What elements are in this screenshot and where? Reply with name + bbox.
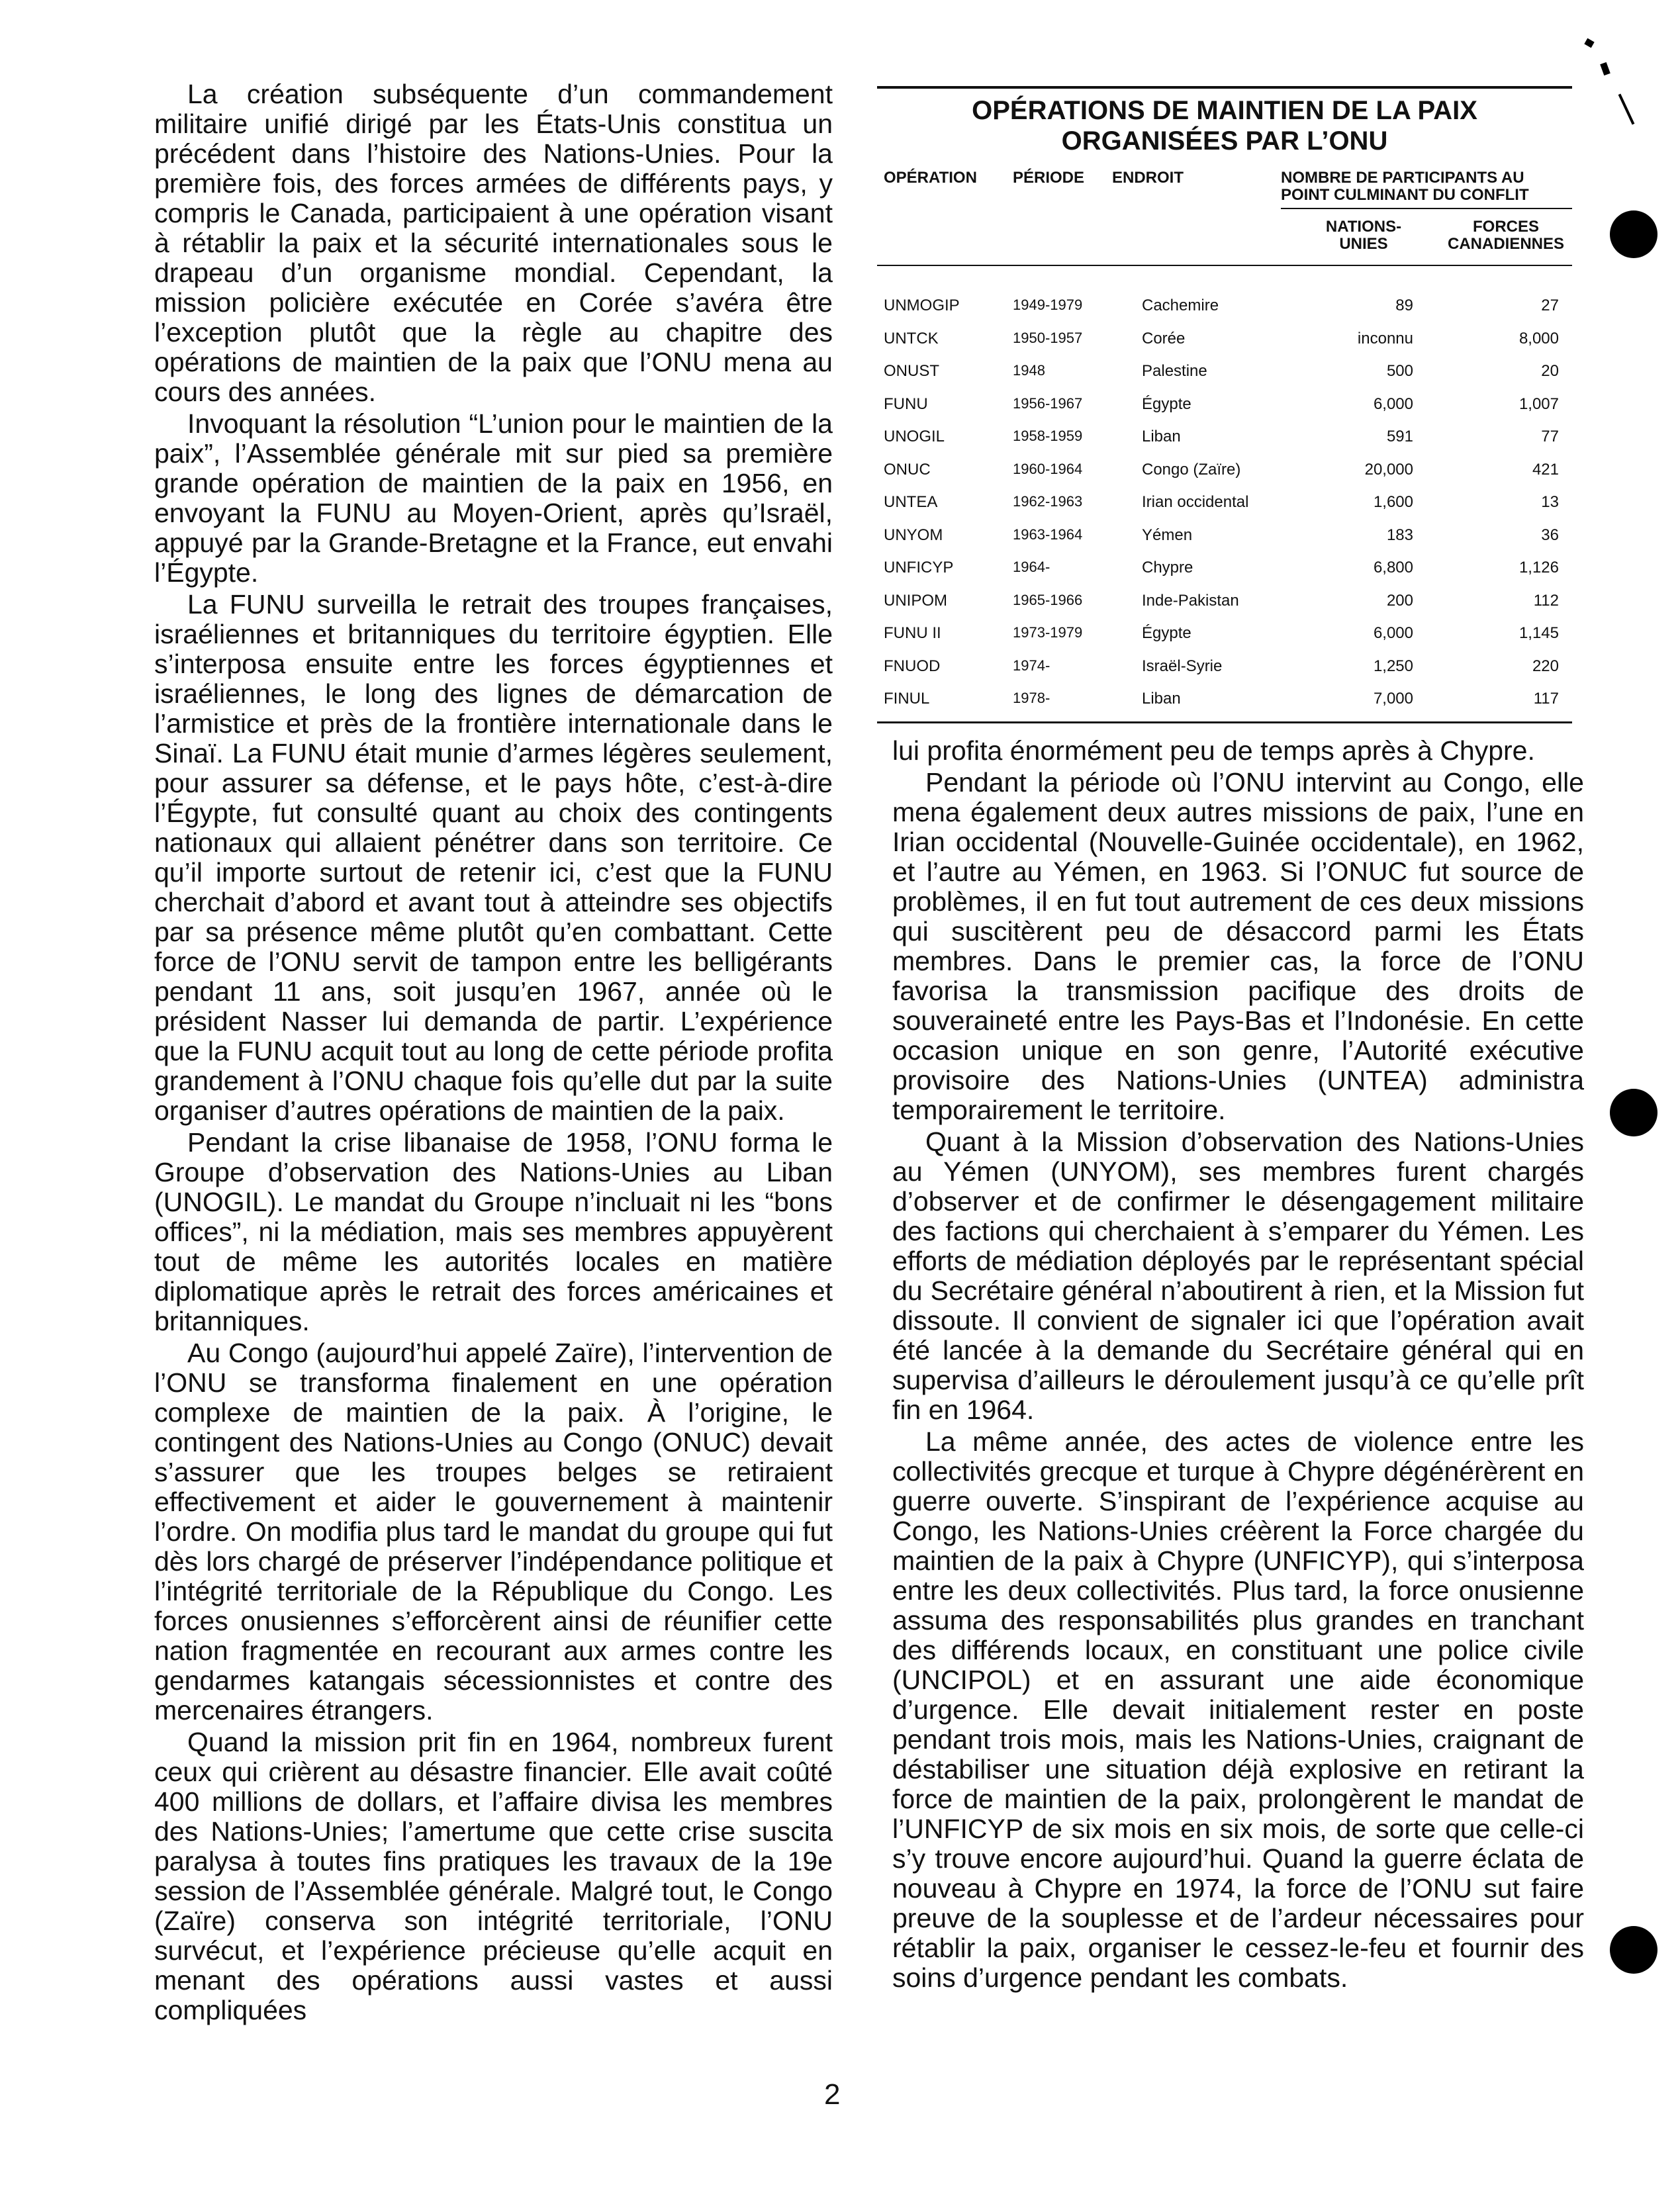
punch-hole [1610, 1926, 1657, 1974]
cell-endroit: Yémen [1142, 526, 1193, 544]
paragraph: La création subséquente d’un commandement militaire unifié dirigé par les États-Unis constitua un précédent dans l’histoire des Nations-Unies. Pour la première fois, des forces armées de différents pays, y compris le Canada, participaient à une opération visant à rétablir la paix et la sécurité internationales sous le drapeau d’un organisme mondial. Cependant, la mission policière exécutée en Corée s’avéra être l’exception plutôt que la règle au chapitre des opérations de maintien de la paix que l’ONU mena au cours des années. [154, 79, 833, 407]
paragraph: Invoquant la résolution “L’union pour le maintien de la paix”, l’Assemblée générale mit sur pied sa première grande opération de maintien de la paix en 1956, en envoyant la FUNU au Moyen-Orient, après qu’Israël, appuyé par la Grande-Bretagne et la France, eut envahi l’Égypte. [154, 408, 833, 588]
cell-nations-unies: 183 [1386, 526, 1413, 544]
table-row [877, 357, 1572, 390]
cell-operation: FINUL [884, 690, 930, 708]
table-title [877, 95, 1572, 156]
cell-forces-canadiennes: 36 [1541, 526, 1559, 544]
right-column [892, 736, 1584, 1995]
cell-endroit: Liban [1142, 690, 1181, 708]
cell-operation: UNYOM [884, 526, 943, 544]
cell-periode: 1964- [1013, 559, 1050, 575]
header-un-1: NATIONS- [1325, 218, 1402, 236]
cell-forces-canadiennes: 1,007 [1518, 394, 1559, 413]
paragraph: Au Congo (aujourd’hui appelé Zaïre), l’intervention de l’ONU se transforma finalement en une opération complexe de maintien de la paix. À l’origine, le contingent des Nations-Unies au Congo (ONUC) devait s’assurer que les troupes belges se retiraient effectivement et aider le gouvernement à maintenir l’ordre. On modifia plus tard le mandat du groupe qui fut dès lors chargé de préserver l’indépendance politique et l’intégrité territoriale de la République du Congo. Les forces onusiennes s’efforcèrent ainsi de réunifier cette nation fragmentée en recourant aux armes contre les gendarmes katangais sécessionnistes et contre des mercenaires étrangers. [154, 1338, 833, 1725]
table-top-rule [877, 86, 1572, 89]
cell-periode: 1956-1967 [1013, 394, 1083, 412]
cell-periode: 1948 [1013, 362, 1045, 379]
page-number: 2 [824, 2078, 841, 2111]
cell-endroit: Palestine [1142, 362, 1207, 380]
paragraph: La même année, des actes de violence entre les collectivités grecque et turque à Chypre dégénérèrent en guerre ouverte. S’inspirant de l’expérience acquise au Congo, les Nations-Unies créèrent la Force chargée du maintien de la paix à Chypre (UNFICYP), qui s’interposa entre les deux collectivités. Plus tard, la force onusienne assuma des responsabilités plus grandes en tranchant des différends locaux, en constituant une police civile (UNCIPOL) et en assurant une aide économique d’urgence. Elle devait initialement rester en poste pendant trois mois, mais les Nations-Unies, craignant de déstabiliser une situation déjà explosive en retirant la force de maintien de la paix, prolongèrent le mandat de l’UNFICYP de six mois en six mois, de sorte que celle-ci s’y trouve encore aujourd’hui. Quand la guerre éclata de nouveau à Chypre en 1974, la force de l’ONU sut faire preuve de la souplesse et de l’ardeur nécessaires pour rétablir la paix, organiser le cessez-le-feu et fournir des soins d’urgence pendant les combats. [892, 1426, 1584, 1993]
cell-forces-canadiennes: 77 [1541, 428, 1559, 445]
cell-nations-unies: 591 [1386, 428, 1413, 445]
cell-periode: 1978- [1013, 690, 1050, 706]
scan-speck [1600, 62, 1610, 75]
cell-forces-canadiennes: 8,000 [1518, 329, 1559, 347]
header-un-2: UNIES [1339, 235, 1388, 253]
cell-endroit: Égypte [1142, 394, 1191, 413]
cell-endroit: Liban [1142, 428, 1181, 445]
table-title-line-2: ORGANISÉES PAR L’ONU [1061, 126, 1388, 156]
paragraph: Quant à la Mission d’observation des Nations-Unies au Yémen (UNYOM), ses membres furent chargés d’observer et de confirmer le désengagement militaire des factions qui cherchaient à s’emparer du Yémen. Les efforts de médiation déployés par le représentant spécial du Secrétaire général n’aboutirent à rien, et la Mission fut dissoute. Il convient de signaler ici que l’opération avait été lancée à la demande du Secrétaire général qui en supervisa d’ailleurs le déroulement jusqu’à ce qu’elle prît fin en 1964. [892, 1126, 1584, 1425]
punch-hole [1610, 1089, 1657, 1136]
cell-endroit: Chypre [1142, 559, 1193, 576]
cell-nations-unies: 6,000 [1373, 624, 1413, 642]
table-row [877, 619, 1572, 652]
peacekeeping-table [877, 86, 1572, 723]
cell-nations-unies: 500 [1386, 362, 1413, 380]
paragraph: La FUNU surveilla le retrait des troupes françaises, israéliennes et britanniques du territoire égyptien. Elle s’interposa ensuite entre les forces égyptiennes et israéliennes, le long des lignes de démarcation de l’armistice et près de la frontière internationale dans le Sinaï. La FUNU était munie d’armes légères seulement, pour assurer sa défense, et le pays hôte, c’est-à-dire l’Égypte, fut consulté quant au choix des contingents nationaux qui allaient pénétrer dans son territoire. Ce qu’il importe surtout de retenir ici, c’est que la FUNU cherchait d’abord et avant tout à atteindre ses objectifs par sa présence même plutôt qu’en combattant. Cette force de l’ONU servit de tampon entre les belligérants pendant 11 ans, soit jusqu’en 1967, année où le président Nasser lui demanda de partir. L’expérience que la FUNU acquit tout au long de cette période profita grandement à l’ONU chaque fois qu’elle dut par la suite organiser d’autres opérations de maintien de la paix. [154, 589, 833, 1126]
table-header [877, 165, 1572, 278]
header-ca-2: CANADIENNES [1447, 235, 1564, 253]
table-row [877, 521, 1572, 554]
cell-endroit: Irian occidental [1142, 493, 1249, 511]
header-periode: PÉRIODE [1013, 169, 1085, 187]
left-column [154, 79, 833, 2027]
cell-operation: FUNU II [884, 624, 941, 642]
cell-periode: 1963-1964 [1013, 526, 1083, 543]
cell-forces-canadiennes: 1,126 [1518, 559, 1559, 576]
cell-endroit: Égypte [1142, 624, 1191, 642]
cell-periode: 1973-1979 [1013, 624, 1083, 641]
table-row [877, 684, 1572, 717]
table-body [877, 291, 1572, 717]
header-operation: OPÉRATION [884, 169, 977, 187]
table-row [877, 422, 1572, 455]
cell-operation: UNTCK [884, 329, 939, 347]
cell-endroit: Cachemire [1142, 297, 1219, 314]
cell-operation: FUNU [884, 394, 928, 413]
paragraph: Quand la mission prit fin en 1964, nombreux furent ceux qui crièrent au désastre financier. Elle avait coûté 400 millions de dollars, et l’affaire divisa les membres des Nations-Unies; l’amertume que cette crise suscita paralysa à toutes fins pratiques les travaux de la 19e session de l’Assemblée générale. Malgré tout, le Congo (Zaïre) conserva son intégrité territoriale, l’ONU survécut, et l’expérience précieuse qu’elle acquit en menant des opérations aussi vastes et aussi compliquées [154, 1727, 833, 2025]
cell-nations-unies: 1,600 [1373, 493, 1413, 511]
scan-speck [1584, 38, 1594, 48]
cell-operation: UNFICYP [884, 559, 954, 576]
cell-nations-unies: inconnu [1357, 329, 1413, 347]
cell-forces-canadiennes: 1,145 [1518, 624, 1559, 642]
paragraph: lui profita énormément peu de temps après à Chypre. [892, 735, 1535, 766]
table-row [877, 291, 1572, 324]
cell-periode: 1962-1963 [1013, 493, 1083, 510]
header-endroit: ENDROIT [1112, 169, 1184, 187]
cell-periode: 1965-1966 [1013, 591, 1083, 608]
paragraph: Pendant la période où l’ONU intervint au Congo, elle mena également deux autres missions de paix, l’une en Irian occidental (Nouvelle-Guinée occidentale), en 1962, et l’autre au Yémen, en 1963. Si l’ONUC fut source de problèmes, il en fut tout autrement de ces deux missions qui suscitèrent peu de désaccord parmi les États membres. Dans le premier cas, la force de l’ONU favorisa la transmission pacifique des droits de souveraineté entre les Pays-Bas et l’Indonésie. En cette occasion unique en son genre, l’Autorité exécutive provisoire des Nations-Unies (UNTEA) administra temporairement le territoire. [892, 767, 1584, 1125]
cell-operation: ONUST [884, 362, 939, 380]
paragraph: Pendant la crise libanaise de 1958, l’ONU forma le Groupe d’observation des Nations-Unies au Liban (UNOGIL). Le mandat du Groupe n’incluait ni les “bons offices”, ni la médiation, mais ses membres appuyèrent tout de même les autorités locales en matière diplomatique après le retrait des forces américaines et britanniques. [154, 1127, 833, 1336]
cell-nations-unies: 6,000 [1373, 394, 1413, 413]
cell-periode: 1949-1979 [1013, 297, 1083, 313]
header-participants-2: POINT CULMINANT DU CONFLIT [1281, 186, 1529, 204]
header-bottom-rule [877, 265, 1572, 266]
cell-nations-unies: 7,000 [1373, 690, 1413, 708]
cell-endroit: Congo (Zaïre) [1142, 460, 1241, 479]
cell-endroit: Inde-Pakistan [1142, 591, 1239, 610]
header-ca-1: FORCES [1472, 218, 1539, 236]
table-row [877, 455, 1572, 488]
cell-periode: 1958-1959 [1013, 428, 1083, 444]
cell-operation: FNUOD [884, 657, 941, 675]
table-row [877, 553, 1572, 586]
cell-forces-canadiennes: 220 [1532, 657, 1559, 675]
cell-nations-unies: 200 [1386, 591, 1413, 610]
cell-forces-canadiennes: 112 [1533, 591, 1559, 610]
cell-operation: UNTEA [884, 493, 938, 511]
cell-nations-unies: 89 [1395, 297, 1413, 314]
cell-forces-canadiennes: 117 [1533, 690, 1559, 708]
cell-endroit: Israël-Syrie [1142, 657, 1223, 675]
punch-hole [1610, 210, 1657, 258]
cell-operation: UNOGIL [884, 428, 945, 445]
table-row [877, 488, 1572, 521]
header-divider [1281, 208, 1572, 209]
cell-nations-unies: 20,000 [1364, 460, 1413, 479]
cell-periode: 1950-1957 [1013, 329, 1083, 346]
cell-operation: ONUC [884, 460, 931, 479]
header-participants-1: NOMBRE DE PARTICIPANTS AU [1281, 169, 1524, 187]
cell-forces-canadiennes: 27 [1541, 297, 1559, 314]
table-row [877, 586, 1572, 620]
cell-forces-canadiennes: 421 [1532, 460, 1559, 479]
cell-nations-unies: 6,800 [1373, 559, 1413, 576]
cell-periode: 1960-1964 [1013, 460, 1083, 477]
table-row [877, 324, 1572, 357]
table-bottom-rule [877, 721, 1572, 723]
cell-endroit: Corée [1142, 329, 1186, 347]
table-title-line-1: OPÉRATIONS DE MAINTIEN DE LA PAIX [972, 96, 1477, 125]
cell-operation: UNIPOM [884, 591, 947, 610]
table-row [877, 652, 1572, 685]
scan-speck [1618, 93, 1635, 124]
cell-forces-canadiennes: 20 [1541, 362, 1559, 380]
cell-nations-unies: 1,250 [1373, 657, 1413, 675]
cell-periode: 1974- [1013, 657, 1050, 674]
cell-forces-canadiennes: 13 [1541, 493, 1559, 511]
cell-operation: UNMOGIP [884, 297, 960, 314]
table-row [877, 390, 1572, 423]
